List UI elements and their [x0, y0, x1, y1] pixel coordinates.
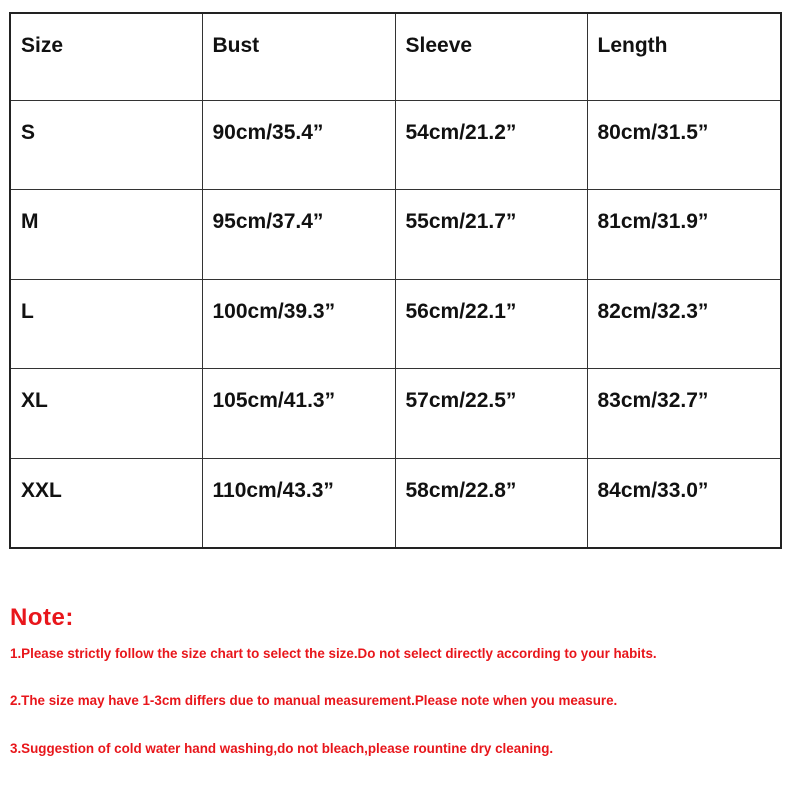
cell-bust: 105cm/41.3”	[202, 369, 395, 458]
header-sleeve: Sleeve	[395, 13, 587, 101]
cell-size: L	[10, 279, 202, 368]
cell-sleeve: 54cm/21.2”	[395, 101, 587, 190]
table-row	[10, 190, 781, 279]
cell-length: 80cm/31.5”	[587, 101, 781, 190]
table-row	[10, 369, 781, 458]
size-chart-table	[9, 12, 782, 549]
header-length: Length	[587, 13, 781, 101]
table-header-row	[10, 13, 781, 101]
table-row	[10, 101, 781, 190]
cell-bust: 95cm/37.4”	[202, 190, 395, 279]
cell-length: 81cm/31.9”	[587, 190, 781, 279]
cell-bust: 100cm/39.3”	[202, 279, 395, 368]
cell-size: M	[10, 190, 202, 279]
table-row	[10, 458, 781, 548]
cell-length: 84cm/33.0”	[587, 458, 781, 548]
cell-bust: 110cm/43.3”	[202, 458, 395, 548]
header-bust: Bust	[202, 13, 395, 101]
cell-length: 82cm/32.3”	[587, 279, 781, 368]
cell-sleeve: 57cm/22.5”	[395, 369, 587, 458]
cell-size: XL	[10, 369, 202, 458]
cell-bust: 90cm/35.4”	[202, 101, 395, 190]
note-line: 2.The size may have 1-3cm differs due to manual measurement.Please note when you measure.	[10, 693, 618, 708]
table-row	[10, 279, 781, 368]
note-title: Note:	[10, 604, 74, 631]
cell-length: 83cm/32.7”	[587, 369, 781, 458]
cell-sleeve: 58cm/22.8”	[395, 458, 587, 548]
cell-sleeve: 55cm/21.7”	[395, 190, 587, 279]
note-line: 1.Please strictly follow the size chart to select the size.Do not select directly according to your habits.	[10, 646, 657, 661]
cell-size: S	[10, 101, 202, 190]
cell-sleeve: 56cm/22.1”	[395, 279, 587, 368]
header-size: Size	[10, 13, 202, 101]
note-section	[10, 604, 790, 756]
cell-size: XXL	[10, 458, 202, 548]
note-line: 3.Suggestion of cold water hand washing,do not bleach,please rountine dry cleaning.	[10, 741, 554, 756]
